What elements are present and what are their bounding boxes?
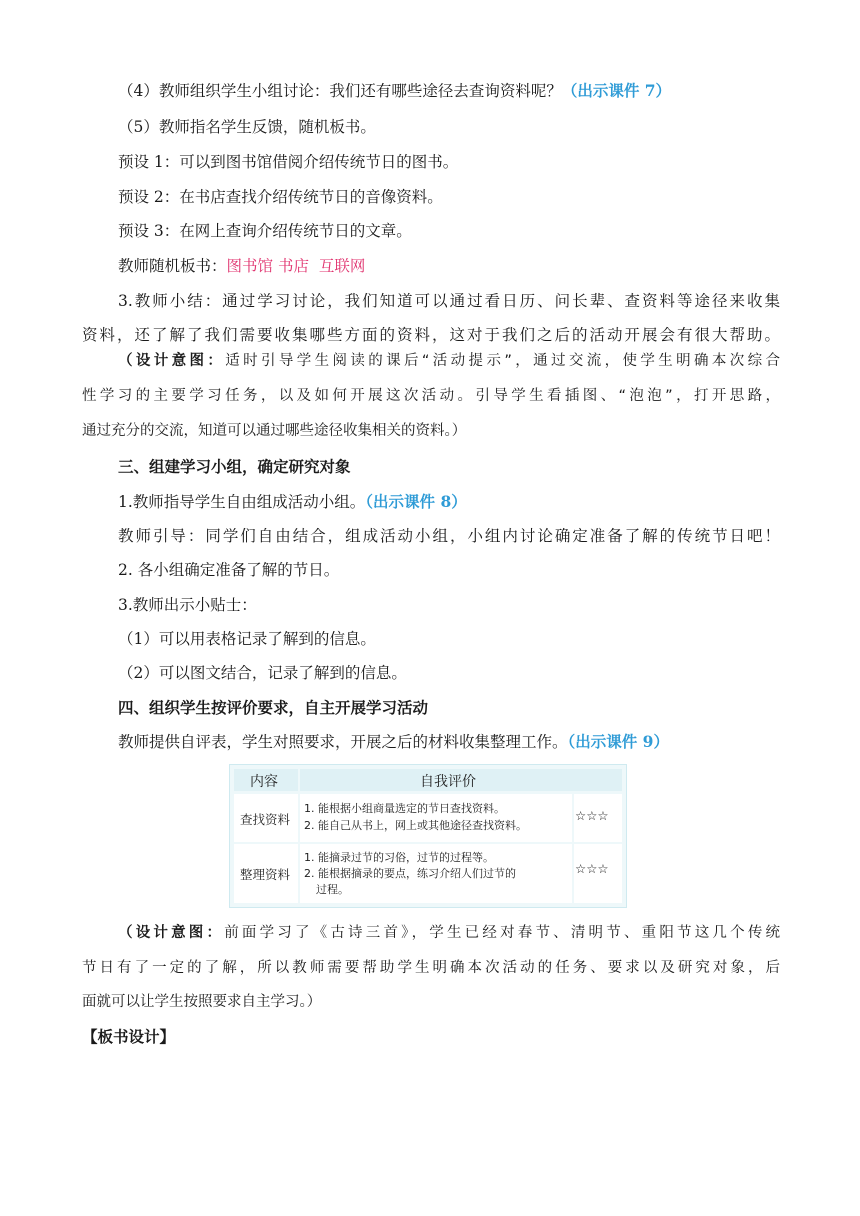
design-intent-2-line-2: 节日有了一定的了解，所以教师需要帮助学生明确本次活动的任务、要求以及研究对象，后 xyxy=(82,960,780,976)
design-intent-2-line-1: （设计意图：前面学习了《古诗三首》，学生已经对春节、清明节、重阳节这几个传统 xyxy=(118,925,781,941)
row-organize-label: 整理资料 xyxy=(240,867,291,882)
summary-line-1: 3.教师小结：通过学习讨论，我们知道可以通过看日历、问长辈、查资料等途径来收集 xyxy=(118,292,780,310)
board-item-bookstore: 书店 xyxy=(277,257,309,275)
preset-3: 预设 3：在网上查询介绍传统节日的文章。 xyxy=(118,222,412,240)
courseware-ref-9: （出示课件 9） xyxy=(567,732,669,751)
row-organize-item-1: 1. 能摘录过节的习俗，过节的过程等。 xyxy=(304,851,494,864)
design-intent-1-line-3: 通过充分的交流，知道可以通过哪些途径收集相关的资料。） xyxy=(82,423,467,439)
section-3-heading: 三、组建学习小组，确定研究对象 xyxy=(118,457,351,476)
preset-1: 预设 1：可以到图书馆借阅介绍传统节日的图书。 xyxy=(118,153,459,171)
design-intent-1-line-2: 性学习的主要学习任务，以及如何开展这次活动。引导学生看插图、“泡泡”，打开思路， xyxy=(82,388,780,404)
design-intent-1-line-1: （设计意图：适时引导学生阅读的课后“活动提示”，通过交流，使学生明确本次综合 xyxy=(118,353,780,369)
board-item-internet: 互联网 xyxy=(318,257,366,275)
board-item-library: 图书馆 xyxy=(226,257,274,275)
section-4-heading: 四、组织学生按评价要求，自主开展学习活动 xyxy=(118,698,429,717)
courseware-ref-8: （出示课件 8） xyxy=(365,492,467,511)
design-intent-label: （设计意图： xyxy=(118,353,226,369)
summary-line-2: 资料，还了解了我们需要收集哪些方面的资料，这对于我们之后的活动开展会有很大帮助。 xyxy=(82,326,780,344)
row-organize-item-2-cont: 过程。 xyxy=(316,883,349,896)
row-find-stars: ☆☆☆ xyxy=(575,808,609,823)
tip-1: （1）可以用表格记录了解到的信息。 xyxy=(118,630,376,648)
row-organize-stars: ☆☆☆ xyxy=(575,861,609,876)
section-3-step-3: 3.教师出示小贴士： xyxy=(118,596,257,614)
step-5-line: （5）教师指名学生反馈，随机板书。 xyxy=(118,118,376,136)
board-design-heading: 【板书设计】 xyxy=(82,1027,176,1046)
row-organize-item-2: 2. 能根据摘录的要点，练习介绍人们过节的 xyxy=(304,867,516,880)
table-header-content: 内容 xyxy=(250,774,278,790)
teacher-guide-line: 教师引导：同学们自由结合，组成活动小组，小组内讨论确定准备了解的传统节日吧！ xyxy=(118,527,780,545)
tip-2: （2）可以图文结合，记录了解到的信息。 xyxy=(118,664,407,682)
courseware-ref-7: （出示课件 7） xyxy=(561,81,672,100)
step-4-line xyxy=(118,80,671,102)
row-find-label: 查找资料 xyxy=(240,812,291,827)
row-find-item-1: 1. 能根据小组商量选定的节日查找资料。 xyxy=(304,802,505,815)
row-find-item-2: 2. 能自己从书上，网上或其他途径查找资料。 xyxy=(304,819,527,832)
board-label: 教师随机板书： xyxy=(118,257,227,275)
section-4-step: 教师提供自评表，学生对照要求，开展之后的材料收集整理工作。（出示课件 9） xyxy=(118,732,669,751)
board-line xyxy=(118,255,365,277)
section-3-step-2: 2. 各小组确定准备了解的节日。 xyxy=(118,561,340,579)
design-intent-label-2: （设计意图： xyxy=(118,925,225,941)
step-4-text: （4）教师组织学生小组讨论：我们还有哪些途径去查询资料呢？ xyxy=(118,82,562,100)
design-intent-2-line-3: 面就可以让学生按照要求自主学习。） xyxy=(82,994,322,1010)
table-header-self-eval: 自我评价 xyxy=(420,774,476,790)
self-evaluation-table xyxy=(229,764,627,908)
preset-2: 预设 2：在书店查找介绍传统节日的音像资料。 xyxy=(118,188,443,206)
section-3-step-1: 1.教师指导学生自由组成活动小组。（出示课件 8） xyxy=(118,492,467,511)
